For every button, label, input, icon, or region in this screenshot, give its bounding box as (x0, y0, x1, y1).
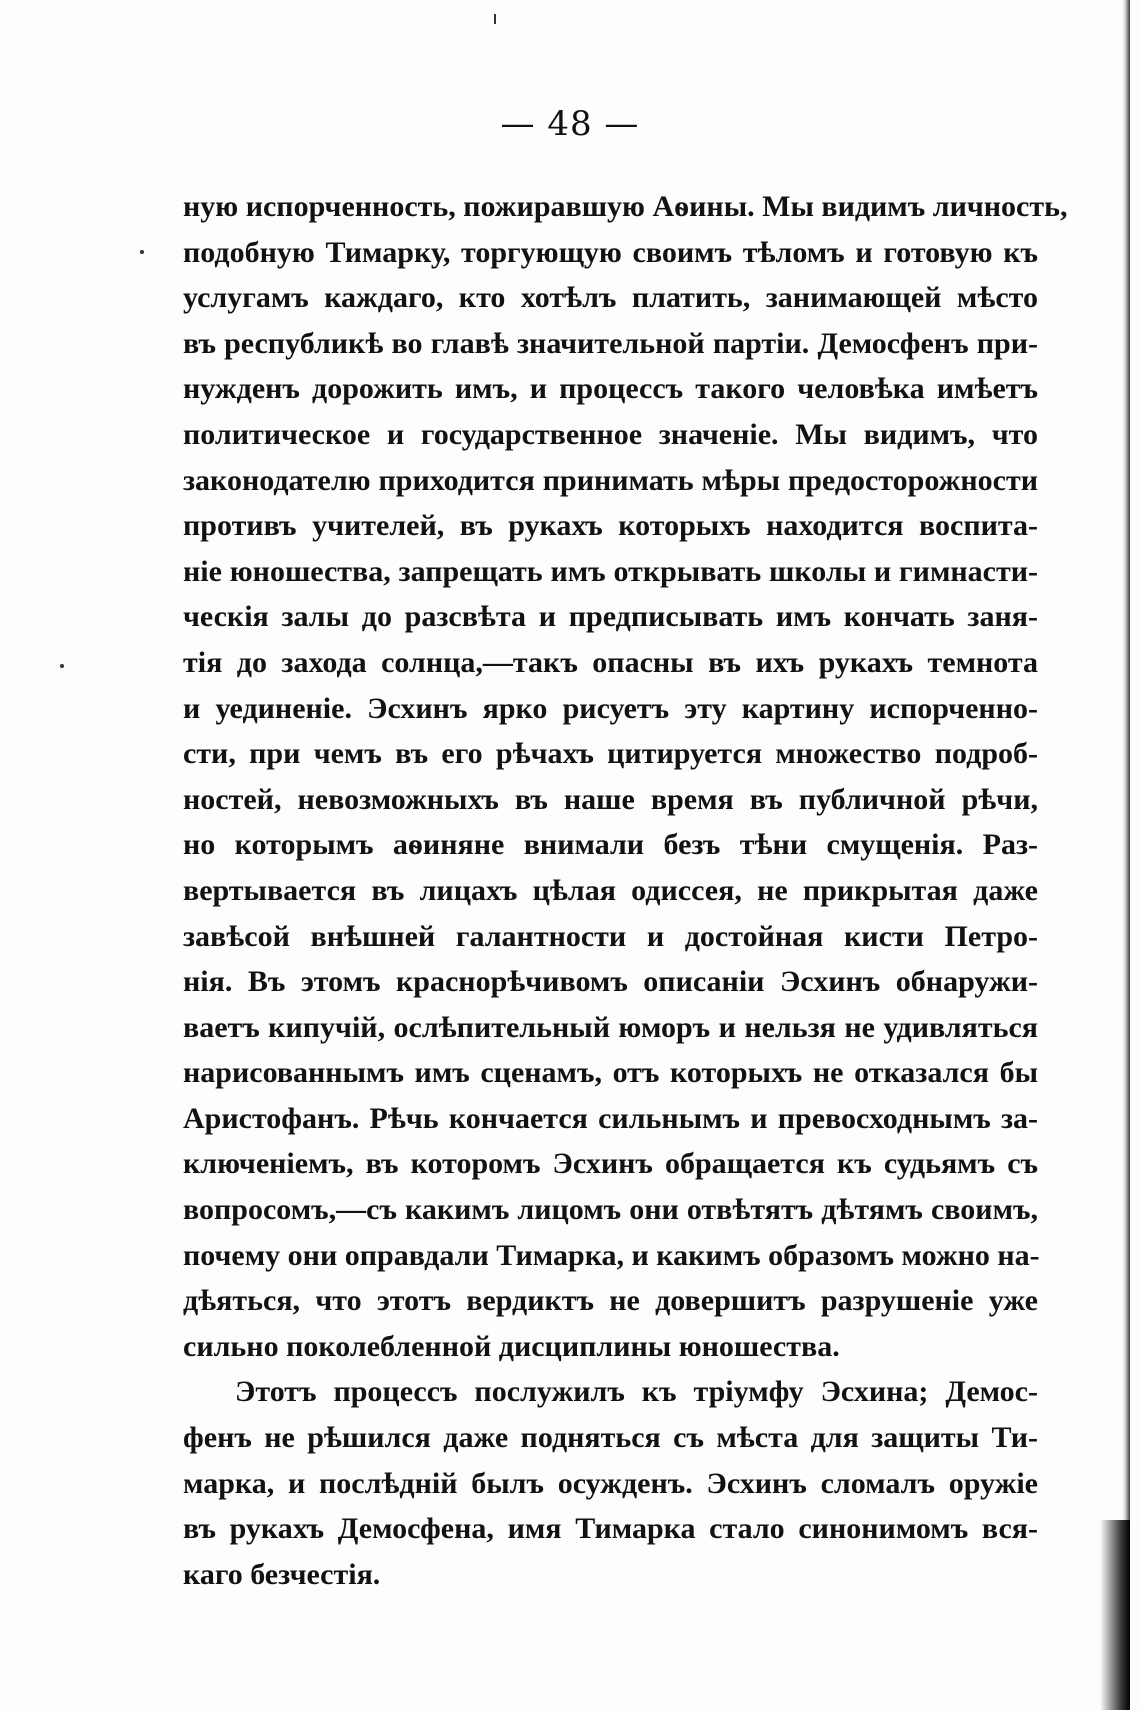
text-line: тія до захода солнца,—такъ опасны въ ихъ рукахъ темнота (183, 645, 1038, 679)
body-text (183, 184, 1068, 1597)
scan-speck (140, 250, 144, 254)
scan-speck (494, 14, 496, 24)
text-line: но которымъ аѳиняне внимали безъ тѣни смущенія. Раз- (183, 828, 1038, 862)
text-line: въ республикѣ во главѣ значительной партіи. Демосфенъ при- (183, 326, 1038, 360)
scan-speck (60, 664, 64, 668)
text-line: нарисованнымъ имъ сценамъ, отъ которыхъ не отказался бы (183, 1056, 1038, 1090)
text-line: Этотъ процессъ послужилъ къ тріумфу Эсхина; Демос- (235, 1375, 1038, 1409)
text-line: почему они оправдали Тимарка, и какимъ образомъ можно на- (183, 1238, 1040, 1272)
text-line: вертывается въ лицахъ цѣлая одиссея, не прикрытая даже (183, 873, 1038, 907)
text-line: сильно поколебленной дисциплины юношества. (183, 1329, 840, 1363)
text-line: ческія залы до разсвѣта и предписывать имъ кончать заня- (183, 600, 1038, 634)
text-line: Аристофанъ. Рѣчь кончается сильнымъ и превосходнымъ за- (183, 1101, 1038, 1135)
text-line: марка, и послѣдній былъ осужденъ. Эсхинъ сломалъ оружіе (183, 1466, 1038, 1500)
paragraph-1 (183, 184, 1068, 1369)
text-line: противъ учителей, въ рукахъ которыхъ находится воспита- (183, 509, 1038, 543)
text-line: ключеніемъ, въ которомъ Эсхинъ обращается къ судьямъ съ (183, 1147, 1038, 1181)
text-line: услугамъ каждаго, кто хотѣлъ платить, занимающей мѣсто (183, 281, 1038, 315)
text-line: сти, при чемъ въ его рѣчахъ цитируется множество подроб- (183, 737, 1038, 771)
text-line: ніе юношества, запрещать имъ открывать школы и гимнасти- (183, 554, 1038, 588)
text-line: ваетъ кипучій, ослѣпительный юморъ и нельзя не удивляться (183, 1010, 1038, 1044)
text-line: завѣсой внѣшней галантности и достойная кисти Петро- (183, 919, 1038, 953)
text-line: фенъ не рѣшился даже подняться съ мѣста для защиты Ти- (183, 1421, 1038, 1455)
text-line: и уединеніе. Эсхинъ ярко рисуетъ эту картину испорченно- (183, 691, 1038, 725)
text-line: подобную Тимарку, торгующую своимъ тѣломъ и готовую къ (183, 235, 1038, 269)
text-line: каго безчестія. (183, 1557, 381, 1591)
page-number: — 48 — (500, 104, 640, 144)
text-line: нія. Въ этомъ краснорѣчивомъ описаніи Эсхинъ обнаружи- (183, 965, 1038, 999)
binding-edge-lower-shadow (1100, 1520, 1130, 1710)
binding-edge-shadow (1122, 0, 1130, 1710)
text-line: въ рукахъ Демосфена, имя Тимарка стало синонимомъ вся- (183, 1512, 1038, 1546)
text-line: политическое и государственное значеніе. Мы видимъ, что (183, 417, 1038, 451)
text-line: ную испорченность, пожиравшую Аѳины. Мы видимъ личность, (183, 190, 1068, 223)
text-line: нужденъ дорожить имъ, и процессъ такого человѣка имѣетъ (183, 372, 1038, 406)
text-line: вопросомъ,—съ какимъ лицомъ они отвѣтятъ дѣтямъ своимъ, (183, 1193, 1038, 1227)
text-line: дѣяться, что этотъ вердиктъ не довершитъ разрушеніе уже (183, 1284, 1038, 1318)
text-line: ностей, невозможныхъ въ наше время въ публичной рѣчи, (183, 782, 1038, 816)
text-line: законодателю приходится принимать мѣры предосторожности (183, 463, 1038, 497)
paragraph-2 (183, 1369, 1038, 1597)
